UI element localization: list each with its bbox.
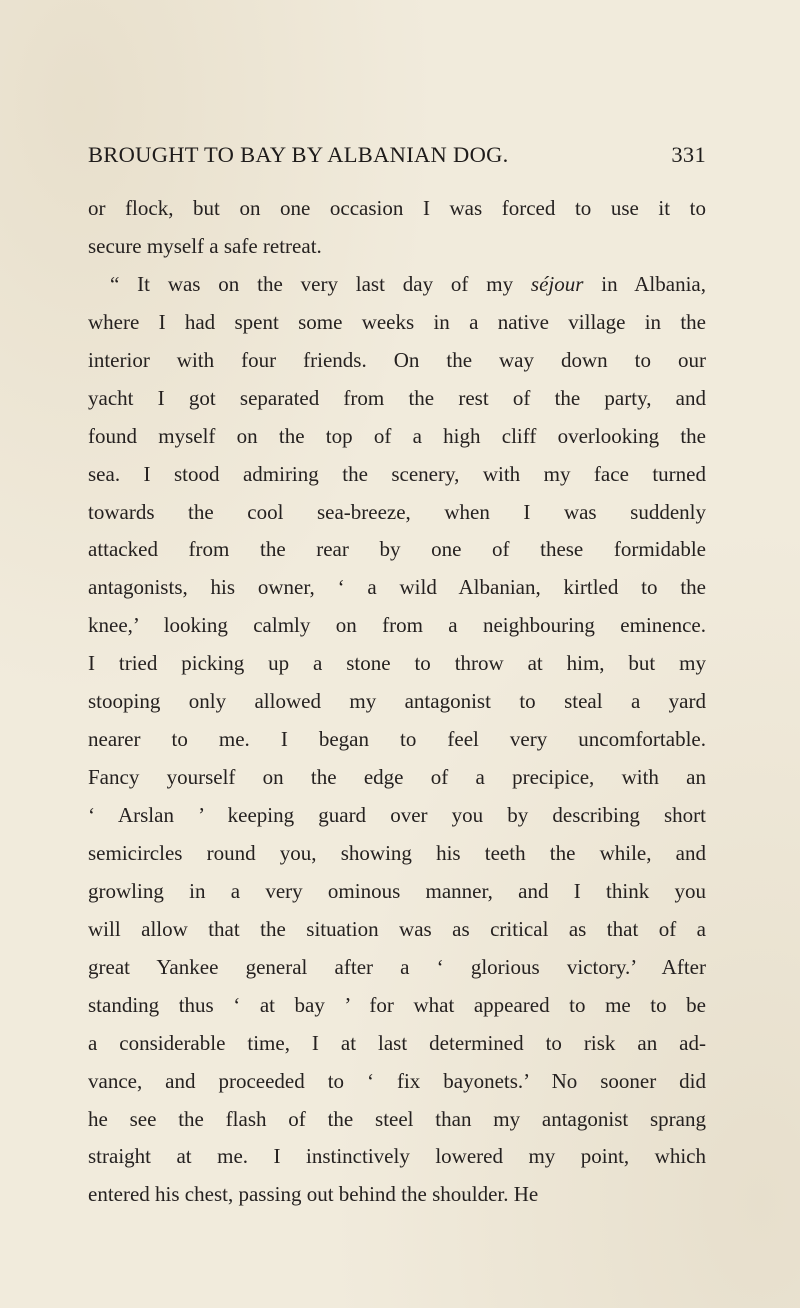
text-line-20: will allow that the situation was as critical as that of a [88, 916, 706, 941]
text-line-8: sea. I stood admiring the scenery, with my face turned [88, 461, 706, 486]
text-line-3-after-italic: in Albania, [583, 271, 706, 296]
text-line-19: growling in a very ominous manner, and I think you [88, 878, 706, 903]
text-line-6: yacht I got separated from the rest of the party, and [88, 385, 706, 410]
sejour-italic: séjour [530, 271, 584, 296]
text-line-12: knee,’ looking calmly on from a neighbouring eminence. [88, 613, 706, 638]
text-line-3-before-italic: “ It was on the very last day of my [110, 271, 531, 296]
text-line-5: interior with four friends. On the way down to our [88, 347, 706, 372]
text-line-22: standing thus ‘ at bay ’ for what appeared to me to be [88, 992, 706, 1017]
text-line-10: attacked from the rear by one of these formidable [88, 537, 706, 562]
body-text [88, 190, 706, 1214]
text-line-3 [88, 266, 706, 304]
page-number: 331 [671, 142, 706, 167]
chapter-title: BROUGHT TO BAY BY ALBANIAN DOG. [88, 142, 509, 167]
text-line-1: or flock, but on one occasion I was forced to use it to [88, 196, 706, 220]
text-line-21: great Yankee general after a ‘ glorious victory.’ After [88, 954, 706, 979]
text-line-17: ‘ Arslan ’ keeping guard over you by describing short [88, 803, 706, 827]
text-line-9: towards the cool sea-breeze, when I was suddenly [88, 499, 706, 524]
text-line-15: nearer to me. I began to feel very uncomfortable. [88, 727, 706, 752]
text-line-23: a considerable time, I at last determined to risk an ad- [88, 1030, 706, 1055]
text-line-24: vance, and proceeded to ‘ fix bayonets.’ No sooner did [88, 1068, 706, 1093]
text-line-26: straight at me. I instinctively lowered my point, which [88, 1144, 706, 1169]
text-line-25: he see the flash of the steel than my antagonist sprang [88, 1106, 706, 1131]
text-line-4: where I had spent some weeks in a native village in the [88, 309, 706, 334]
text-line-14: stooping only allowed my antagonist to steal a yard [88, 689, 706, 714]
text-line-27: entered his chest, passing out behind the shoulder. He [88, 1182, 539, 1207]
text-line-13: I tried picking up a stone to throw at him, but my [88, 651, 706, 676]
text-line-16: Fancy yourself on the edge of a precipice, with an [88, 765, 706, 790]
text-line-18: semicircles round you, showing his teeth the while, and [88, 840, 706, 865]
text-line-11: antagonists, his owner, ‘ a wild Albanian, kirtled to the [88, 575, 706, 600]
running-header [88, 142, 706, 168]
text-line-7: found myself on the top of a high cliff overlooking the [88, 423, 706, 448]
text-line-2: secure myself a safe retreat. [88, 233, 322, 258]
